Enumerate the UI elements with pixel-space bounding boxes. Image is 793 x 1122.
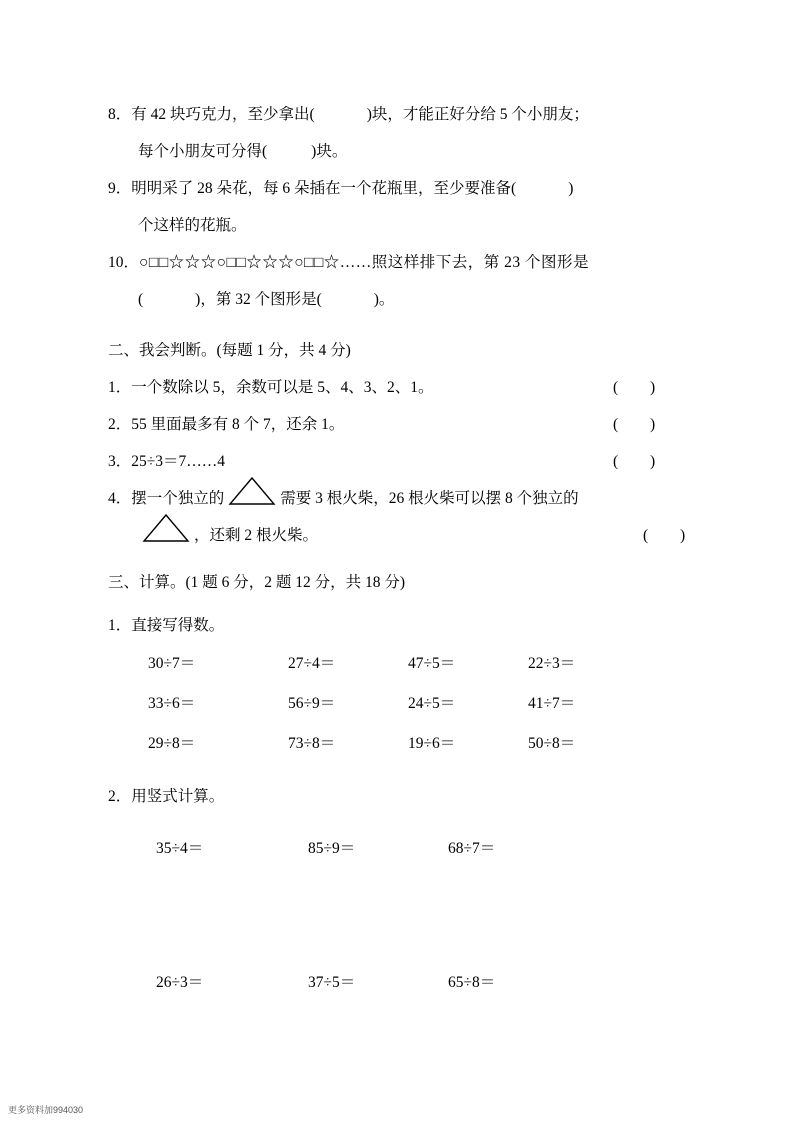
question-8-line-1 bbox=[108, 96, 689, 133]
triangle-matchstick-icon bbox=[224, 484, 280, 510]
tf-item-2-text: 55 里面最多有 8 个 7，还余 1。 bbox=[131, 416, 345, 433]
question-8-number: 8． bbox=[108, 106, 132, 123]
expr-30-div-7[interactable]: 30÷7＝ bbox=[148, 655, 196, 672]
tf-item-1-text: 一个数除以 5，余数可以是 5、4、3、2、1。 bbox=[131, 379, 434, 396]
tf-item-2-answer-box[interactable]: ( ) bbox=[613, 416, 670, 433]
expr-85-div-9[interactable]: 85÷9＝ bbox=[308, 840, 356, 857]
expr-50-div-8[interactable]: 50÷8＝ bbox=[528, 735, 576, 752]
tf-item-2-number: 2． bbox=[108, 416, 132, 433]
expr-35-div-4[interactable]: 35÷4＝ bbox=[156, 840, 204, 857]
tf-item-4-text-a: 摆一个独立的 bbox=[131, 490, 225, 507]
question-10-text-d: )。 bbox=[373, 291, 395, 308]
tf-item-3-text: 25÷3＝7……4 bbox=[131, 453, 226, 470]
question-9-line-1 bbox=[108, 170, 689, 207]
tf-item-1-number: 1． bbox=[108, 379, 132, 396]
question-8-text-d: )块。 bbox=[311, 143, 348, 160]
expr-29-div-8[interactable]: 29÷8＝ bbox=[148, 735, 196, 752]
tf-item-4-answer-box[interactable]: ( ) bbox=[643, 527, 700, 544]
oral-calc-row-1 bbox=[108, 644, 689, 684]
question-8-text-c: 每个小朋友可分得( bbox=[138, 143, 268, 160]
vertical-calc-row-2 bbox=[108, 963, 689, 1003]
expr-41-div-7[interactable]: 41÷7＝ bbox=[528, 695, 576, 712]
watermark-footer: 更多资料加994030 bbox=[8, 1105, 84, 1115]
oral-calc-row-2 bbox=[108, 684, 689, 724]
tf-item-2 bbox=[108, 406, 689, 443]
vertical-calc-row-1 bbox=[108, 829, 689, 869]
question-10-line-1 bbox=[108, 244, 689, 281]
tf-item-4-text-c: ，还剩 2 根火柴。 bbox=[194, 527, 319, 544]
expr-73-div-8[interactable]: 73÷8＝ bbox=[288, 735, 336, 752]
expr-26-div-3[interactable]: 26÷3＝ bbox=[156, 974, 204, 991]
question-8-line-2 bbox=[138, 133, 689, 170]
section-2-heading: 二、我会判断。(每题 1 分，共 4 分) bbox=[108, 342, 351, 359]
expr-37-div-5[interactable]: 37÷5＝ bbox=[308, 974, 356, 991]
section-3-item-1-label: 1．直接写得数。 bbox=[108, 617, 225, 634]
tf-item-3 bbox=[108, 443, 689, 480]
section-3-item-2-label: 2．用竖式计算。 bbox=[108, 788, 225, 805]
question-9-line-2 bbox=[138, 207, 689, 244]
expr-33-div-6[interactable]: 33÷6＝ bbox=[148, 695, 196, 712]
expr-22-div-3[interactable]: 22÷3＝ bbox=[528, 655, 576, 672]
oral-calc-row-3 bbox=[108, 724, 689, 764]
question-10-text-b: ( bbox=[138, 291, 144, 308]
question-9-text-b: ) bbox=[568, 180, 574, 197]
tf-item-4-line-2 bbox=[138, 517, 700, 554]
tf-item-4-line-1 bbox=[108, 480, 689, 517]
question-10-text-a: ○□□☆☆☆○□□☆☆☆○□□☆……照这样排下去，第 23 个图形是 bbox=[139, 254, 590, 271]
question-10-text-c: )，第 32 个图形是( bbox=[195, 291, 322, 308]
expr-65-div-8[interactable]: 65÷8＝ bbox=[448, 974, 496, 991]
tf-item-3-number: 3． bbox=[108, 453, 132, 470]
question-10-number: 10． bbox=[108, 254, 140, 271]
question-9-text-c: 个这样的花瓶。 bbox=[138, 217, 247, 234]
question-9-number: 9． bbox=[108, 180, 132, 197]
expr-47-div-5[interactable]: 47÷5＝ bbox=[408, 655, 456, 672]
tf-item-1-answer-box[interactable]: ( ) bbox=[613, 379, 670, 396]
expr-24-div-5[interactable]: 24÷5＝ bbox=[408, 695, 456, 712]
triangle-matchstick-icon-2 bbox=[138, 521, 194, 547]
tf-item-1 bbox=[108, 369, 689, 406]
expr-56-div-9[interactable]: 56÷9＝ bbox=[288, 695, 336, 712]
question-8-text-b: )块，才能正好分给 5 个小朋友； bbox=[366, 106, 589, 123]
question-9-text-a: 明明采了 28 朵花，每 6 朵插在一个花瓶里，至少要准备( bbox=[131, 180, 517, 197]
tf-item-4-number: 4． bbox=[108, 490, 132, 507]
tf-item-3-answer-box[interactable]: ( ) bbox=[613, 453, 670, 470]
expr-27-div-4[interactable]: 27÷4＝ bbox=[288, 655, 336, 672]
question-8-text-a: 有 42 块巧克力，至少拿出( bbox=[131, 106, 315, 123]
expr-68-div-7[interactable]: 68÷7＝ bbox=[448, 840, 496, 857]
expr-19-div-6[interactable]: 19÷6＝ bbox=[408, 735, 456, 752]
section-3-heading: 三、计算。(1 题 6 分，2 题 12 分，共 18 分) bbox=[108, 574, 406, 591]
question-10-line-2 bbox=[138, 281, 689, 318]
tf-item-4-text-b: 需要 3 根火柴，26 根火柴可以摆 8 个独立的 bbox=[280, 490, 579, 507]
